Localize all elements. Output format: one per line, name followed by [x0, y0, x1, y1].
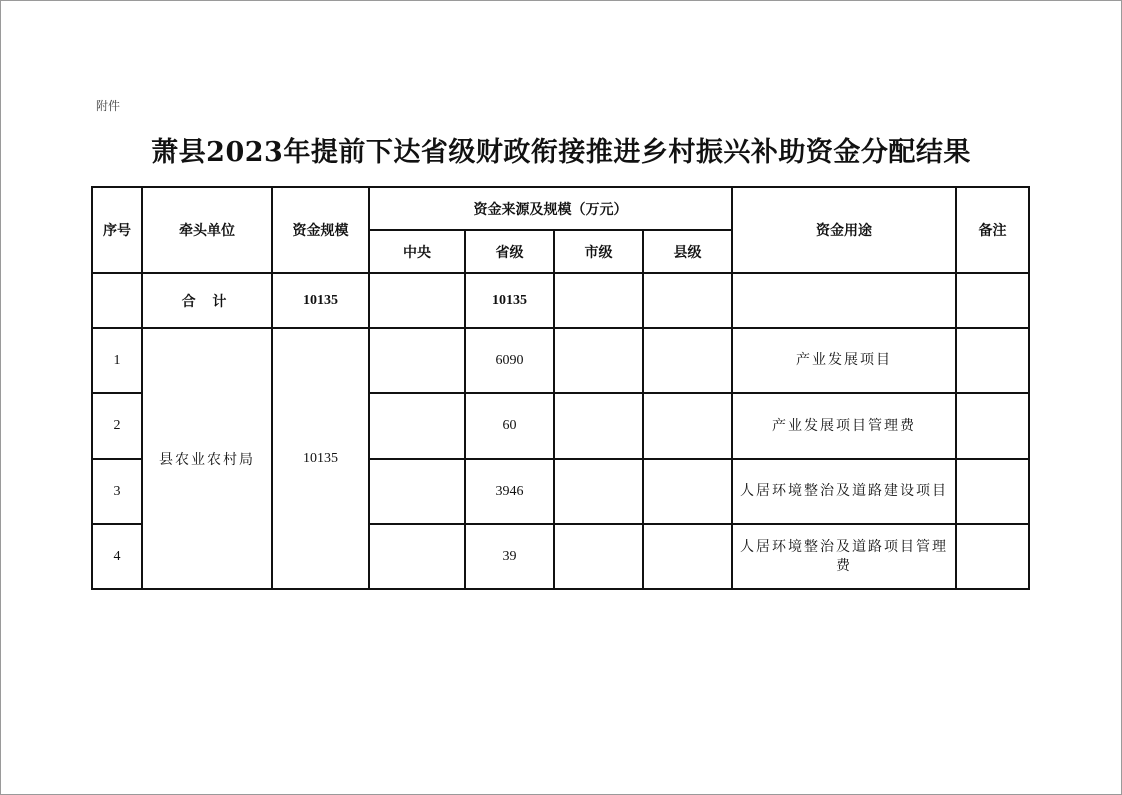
row-city: [554, 459, 643, 524]
row-usage: 人居环境整治及道路建设项目: [732, 459, 956, 524]
row-seq: 1: [92, 328, 142, 393]
header-source-group: 资金来源及规模（万元）: [369, 187, 732, 230]
total-label: 合 计: [142, 273, 272, 328]
total-county: [643, 273, 732, 328]
header-city: 市级: [554, 230, 643, 273]
row-city: [554, 328, 643, 393]
header-provincial: 省级: [465, 230, 554, 273]
row-county: [643, 393, 732, 459]
row-usage: 产业发展项目管理费: [732, 393, 956, 459]
total-row: [92, 273, 1029, 328]
row-central: [369, 524, 465, 589]
header-county: 县级: [643, 230, 732, 273]
row-usage: 产业发展项目: [732, 328, 956, 393]
attachment-label: 附件: [96, 99, 121, 113]
row-city: [554, 524, 643, 589]
row-county: [643, 524, 732, 589]
header-remark: 备注: [956, 187, 1029, 273]
row-county: [643, 328, 732, 393]
total-seq-cell: [92, 273, 142, 328]
document-title: 萧县2023年提前下达省级财政衔接推进乡村振兴补助资金分配结果: [151, 137, 971, 168]
header-fund-scale: 资金规模: [272, 187, 369, 273]
total-usage: [732, 273, 956, 328]
total-central: [369, 273, 465, 328]
header-seq: 序号: [92, 187, 142, 273]
row-remark: [956, 524, 1029, 589]
header-central: 中央: [369, 230, 465, 273]
row-remark: [956, 393, 1029, 459]
row-provincial: 6090: [465, 328, 554, 393]
table-row: [92, 328, 1029, 393]
row-seq: 4: [92, 524, 142, 589]
row-central: [369, 459, 465, 524]
lead-unit-cell: 县农业农村局: [142, 328, 272, 589]
lead-unit-fund-scale: 10135: [272, 328, 369, 589]
header-row-1: [92, 187, 1029, 230]
row-seq: 3: [92, 459, 142, 524]
row-usage: 人居环境整治及道路项目管理费: [732, 524, 956, 589]
row-provincial: 39: [465, 524, 554, 589]
row-city: [554, 393, 643, 459]
allocation-table: [91, 186, 1030, 590]
total-fund-scale: 10135: [272, 273, 369, 328]
header-lead-unit: 牵头单位: [142, 187, 272, 273]
row-central: [369, 328, 465, 393]
row-remark: [956, 328, 1029, 393]
row-county: [643, 459, 732, 524]
total-provincial: 10135: [465, 273, 554, 328]
row-remark: [956, 459, 1029, 524]
row-seq: 2: [92, 393, 142, 459]
row-provincial: 60: [465, 393, 554, 459]
total-remark: [956, 273, 1029, 328]
total-city: [554, 273, 643, 328]
row-provincial: 3946: [465, 459, 554, 524]
header-usage: 资金用途: [732, 187, 956, 273]
row-central: [369, 393, 465, 459]
